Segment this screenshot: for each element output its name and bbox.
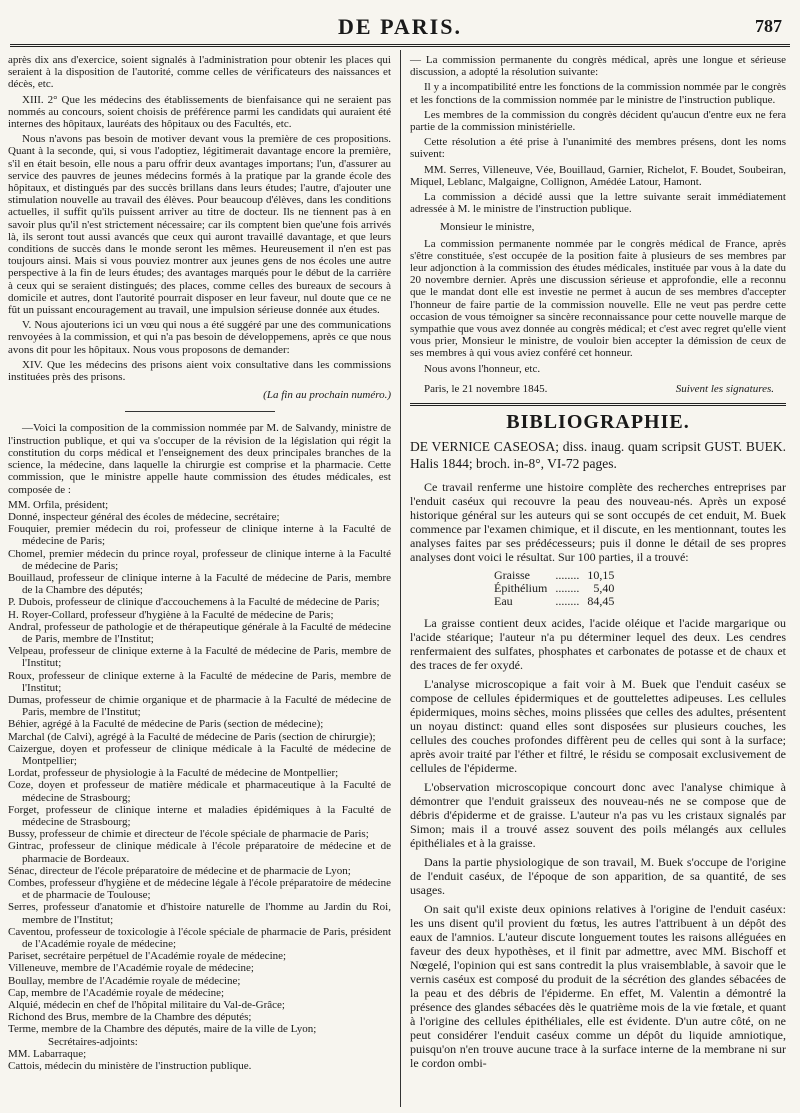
letter-body: La commission permanente nommée par le congrès médical de France, après s'être constituée, s'est occupée de la position faite à plusieurs de ses membres par leur adjonction à la commission des études médicales, instituée par vous à la date du 20 novembre dernier. Après une discussion sérieuse et approfondie, elle a reconnu que le mandat dont elle est investie ne permet à aucun de ses membres d'accepter l'honneur de faire partie de la commission nouvelle. Elle ne veut pas perdre cette occasion de vous témoigner sa sincère reconnaissance pour cette nouvelle marque de sympathie que vous avez donnée au congrès médical; et c'est avec regret qu'elle vient vous prier, Monsieur le ministre, de vouloir bien accepter la démission de ceux de ses membres à qui vous aviez conféré cet honneur. bbox=[410, 237, 786, 360]
member-entry: Bouillaud, professeur de clinique interne à la Faculté de médecine de Paris, membre de la Chambre des députés; bbox=[8, 571, 391, 597]
header-rule bbox=[10, 44, 790, 47]
member-entry: Lordat, professeur de physiologie à la Faculté de médecine de Montpellier; bbox=[8, 767, 339, 780]
leader-dots: ........ bbox=[555, 594, 580, 609]
paragraph: La commission a décidé aussi que la lettre suivante serait immédiatement adressée à M. le ministre de l'instruction publique. bbox=[410, 191, 786, 216]
paragraph: V. Nous ajouterions ici un vœu qui nous a été suggéré par une des communications renvoyées à la commission, et qui n'a pas besoin de développemens, après ce que nous avons dit pour les hôpitaux. Nous vous proposons de demander: bbox=[8, 319, 391, 356]
section-rule bbox=[410, 403, 786, 406]
member-entry: Béhier, agrégé à la Faculté de médecine de Paris (section de médecine); bbox=[8, 718, 324, 731]
member-entry: Chomel, premier médecin du prince royal, professeur de clinique interne à la Faculté de médecine de Paris; bbox=[8, 547, 391, 572]
leader-dots: ........ bbox=[555, 581, 580, 596]
paragraph: après dix ans d'exercice, soient signalés à l'administration pour obtenir les places qui seraient à la disposition de l'autorité, comme celles de vérificateurs des naissances et décès, etc. bbox=[8, 54, 391, 91]
page-number: 787 bbox=[755, 16, 782, 36]
member-entry: Caventou, professeur de toxicologie à l'école spéciale de pharmacie de Paris, président de l'Académie royale de médecine; bbox=[8, 925, 391, 951]
continued-note: (La fin au prochain numéro.) bbox=[263, 389, 391, 402]
member-entry: MM. Orfila, président; bbox=[8, 498, 109, 511]
member-entry: Serres, professeur d'anatomie et d'histoire naturelle de l'homme au Jardin du Roi, membre de l'Institut; bbox=[8, 901, 391, 926]
left-column bbox=[8, 54, 391, 1072]
member-entry: P. Dubois, professeur de clinique d'accouchemens à la Faculté de médecine de Paris; bbox=[8, 596, 380, 609]
paragraph: La graisse contient deux acides, l'acide oléique et l'acide margarique ou l'acide stéarique; l'auteur n'a pu déterminer lequel des deux. Les cendres renfermaient des sulfates, phosphates et carbonates de potasse et de chaux et des traces de fer oxydé. bbox=[410, 616, 786, 673]
member-entry: Fouquier, premier médecin du roi, professeur de clinique interne à la Faculté de médecine de Paris; bbox=[8, 523, 391, 548]
section-separator bbox=[125, 411, 275, 412]
component-value: 5,40 bbox=[593, 581, 615, 596]
running-title: DE PARIS. bbox=[338, 14, 462, 39]
member-entry: Cap, membre de l'Académie royale de médecine; bbox=[8, 986, 225, 999]
right-column bbox=[410, 54, 786, 1075]
signatures-note: Suivent les signatures. bbox=[675, 382, 774, 395]
member-entry: Caizergue, doyen et professeur de clinique médicale à la Faculté de médecine de Montpellier; bbox=[8, 742, 391, 767]
paragraph: On sait qu'il existe deux opinions relatives à l'origine de l'enduit caséux: les uns disent qu'il provient du fœtus, les autres l'attribuent à un dépôt des eaux de l'amnios. L'auteur discute longuement toutes les raisons alléguées en faveur des deux hypothèses, et il finit par admettre, avec MM. Bischoff et Nœgelé, l'opinion qui est sans contredit la plus vraisemblable, à savoir que le vernis caséux est composé du produit de la sécrétion des glandes sébacées de la peau et des débris de l'épiderme. En effet, M. Valentin a démontré la présence des glandes sébacées dès le quatrième mois de la vie fœtale, et quant à l'origine des cellules épithéliales, elle est évidente. D'un autre côté, on ne peut considérer l'enduit caséux comme un dépôt du liquide amniotique, puisqu'on n'en trouve aucune trace à la surface interne de la membrane ni sur le cordon ombi- bbox=[410, 902, 786, 1071]
letter-date: Paris, le 21 novembre 1845. bbox=[424, 382, 548, 395]
member-list bbox=[8, 499, 391, 1073]
paragraph: Il y a incompatibilité entre les fonctions de la commission nommée par le congrès et les fonctions de la commission nommée par le ministre de l'instruction publique. bbox=[410, 81, 786, 106]
page-header bbox=[10, 14, 790, 39]
member-names: MM. Serres, Villeneuve, Vée, Bouillaud, Garnier, Richelot, F. Boudet, Soubeiran, Miquel, Leblanc, Malgaigne, Collignon, Amédée Latour, Hamont. bbox=[410, 163, 786, 188]
member-entry: Dumas, professeur de chimie organique et de pharmacie à la Faculté de médecine de Paris, membre de l'Institut; bbox=[8, 693, 391, 719]
member-entry: Boullay, membre de l'Académie royale de médecine; bbox=[8, 974, 241, 987]
member-entry: Richond des Brus, membre de la Chambre des députés; bbox=[8, 1011, 252, 1024]
table-row bbox=[490, 595, 618, 608]
member-entry: Marchal (de Calvi), agrégé à la Faculté de médecine de Paris (section de chirurgie); bbox=[8, 730, 376, 743]
member-entry: Combes, professeur d'hygiène et de médecine légale à l'école préparatoire de médecine et de pharmacie de Toulouse; bbox=[8, 877, 391, 902]
component-name: Épithélium bbox=[494, 581, 548, 596]
member-entry: Roux, professeur de clinique externe à la Faculté de médecine de Paris, membre de l'Institut; bbox=[8, 669, 391, 694]
book-reference: DE VERNICE CASEOSA; diss. inaug. quam scripsit GUST. BUEK. Halis 1844; broch. in-8°, VI-72 pages. bbox=[410, 439, 786, 472]
column-divider bbox=[400, 50, 401, 1107]
paragraph: L'analyse microscopique a fait voir à M. Buek que l'enduit caséux se compose de cellules épidermiques et de gouttelettes adipeuses. Les cellules épidermiques, moins sèches, moins plissées que celles des adultes, présentent un noyau distinct: quand elles sont disposées sur plusieurs couches, les cellules des couches profondes diffèrent peu de celles qui sont à la surface; après avoir traité par l'éther et filtré, le résidu se composait exclusivement de cellules de l'épiderme. bbox=[410, 677, 786, 776]
letter-closing: Nous avons l'honneur, etc. bbox=[424, 362, 541, 375]
leader-dots: ........ bbox=[555, 568, 580, 583]
member-entry: Andral, professeur de pathologie et de thérapeutique générale à la Faculté de médecine de Paris, membre de l'Institut; bbox=[8, 620, 391, 645]
member-entry: Sénac, directeur de l'école préparatoire de médecine et de pharmacie de Lyon; bbox=[8, 864, 351, 877]
component-name: Graisse bbox=[494, 568, 530, 583]
secretary-entry: Cattois, médecin du ministère de l'instruction publique. bbox=[8, 1060, 252, 1073]
member-entry: Pariset, secrétaire perpétuel de l'Académie royale de médecine; bbox=[8, 950, 287, 963]
component-name: Eau bbox=[494, 594, 513, 609]
section-title: BIBLIOGRAPHIE. bbox=[506, 411, 690, 434]
paragraph: Dans la partie physiologique de son travail, M. Buek s'occupe de l'origine de l'enduit caséux, de l'époque de son apparition, de sa quantité, de ses usages. bbox=[410, 855, 786, 898]
paragraph: Ce travail renferme une histoire complète des recherches entreprises par l'enduit caséux qui recouvre la peau des nouveau-nés. Après un exposé historique général sur les auteurs qui se sont occupés de cet enduit, M. Buek commence par l'examen chimique, et il discute, en les mentionnant, toutes les analyses faites par ses prédécesseurs; puis il donne le détail de ses propres analyses dont voici le résultat. Sur 100 parties, il a trouvé: bbox=[410, 480, 786, 565]
member-entry: Forget, professeur de clinique interne et maladies épidémiques à la Faculté de médecine de Strasbourg; bbox=[8, 803, 391, 828]
secretary-entry: MM. Labarraque; bbox=[8, 1047, 87, 1060]
member-entry: Coze, doyen et professeur de matière médicale et pharmaceutique à la Faculté de médecine de Strasbourg; bbox=[8, 779, 391, 804]
member-entry: H. Royer-Collard, professeur d'hygiène à la Faculté de médecine de Paris; bbox=[8, 608, 334, 621]
letter-salutation: Monsieur le ministre, bbox=[440, 221, 535, 234]
composition-table bbox=[490, 569, 618, 608]
member-entry: Gintrac, professeur de clinique médicale à l'école préparatoire de médecine et de pharmacie de Bordeaux. bbox=[8, 840, 391, 865]
member-entry: Alquié, médecin en chef de l'hôpital militaire du Val-de-Grâce; bbox=[8, 999, 285, 1012]
paragraph: XIV. Que les médecins des prisons aient voix consultative dans les commissions instituées près des prisons. bbox=[8, 358, 391, 384]
dateline bbox=[410, 383, 786, 395]
member-entry: Donné, inspecteur général des écoles de médecine, secrétaire; bbox=[8, 510, 280, 523]
paragraph: — La commission permanente du congrès médical, après une longue et sérieuse discussion, a adopté la résolution suivante: bbox=[410, 54, 786, 79]
paragraph: Cette résolution a été prise à l'unanimité des membres présens, dont les noms suivent: bbox=[410, 136, 786, 161]
paragraph: L'observation microscopique concourt donc avec l'analyse chimique à démontrer que l'enduit graisseux des nouveau-nés ne se compose que de débris d'épiderme et de graisse. L'auteur n'a pas vu les cristaux signalés par Simon; mais il a trouvé assez souvent des poils mélangés aux cellules épithéliales et à la graisse. bbox=[410, 780, 786, 851]
commission-intro: —Voici la composition de la commission nommée par M. de Salvandy, ministre de l'instruction publique, et qui va s'occuper de la révision de la législation qui régit la constitution du corps médical et l'enseignement des deux principales branches de la science, la médecine, dans laquelle la chirurgie est comprise et la pharmacie. Cette commission, que le ministre appelle haute commission des études médicales, est composée de : bbox=[8, 422, 391, 496]
paragraph: Les membres de la commission du congrès décident qu'aucun d'entre eux ne fera partie de la commission ministérielle. bbox=[410, 108, 786, 134]
member-entry: Terme, membre de la Chambre des députés, maire de la ville de Lyon; bbox=[8, 1023, 317, 1036]
member-entry: Bussy, professeur de chimie et directeur de l'école spéciale de pharmacie de Paris; bbox=[8, 828, 369, 841]
paragraph: XIII. 2° Que les médecins des établissements de bienfaisance qui ne seraient pas nommés au concours, soient choisis de préférence parmi les candidats qui auraient été internes des hôpitaux, lauréats des hôpitaux ou des Facultés, etc. bbox=[8, 93, 391, 131]
component-value: 84,45 bbox=[587, 594, 615, 609]
member-entry: Velpeau, professeur de clinique externe à la Faculté de médecine de Paris, membre de l'Institut; bbox=[8, 645, 391, 670]
review-body bbox=[410, 480, 786, 1070]
component-value: 10,15 bbox=[587, 568, 615, 583]
member-entry: Villeneuve, membre de l'Académie royale de médecine; bbox=[8, 962, 254, 975]
secretaries-label: Secrétaires-adjoints: bbox=[48, 1035, 138, 1048]
paragraph: Nous n'avons pas besoin de motiver devant vous la première de ces propositions. Quant à la seconde, qui, si vous l'adoptiez, légitimerait davantage encore la première, s'il en était besoin, elle nous a paru offrir deux avantages importans; l'un, d'assurer au service des pauvres de jeunes médecins formés à la pratique par la grande école des hôpitaux, et distingués par des succès brillans dans leurs études; l'autre, d'ajouter une stimulation nouvelle au travail des élèves. Pour beaucoup d'élèves, dans les conditions actuelles, il suffit qu'ils puissent arriver au titre de docteur. Ils ne tiennent pas à en savoir plus qu'il n'est strictement nécessaire; car ils comptent bien que'une fois arrivés là, ils seront tout aussi avancés que ceux qui auront travaillé davantage, et que leurs conditions de succès dans le monde seront les mêmes. Heureusement il n'en est pas toujours ainsi. Mais si vous pouviez montrer aux jeunes gens de nos écoles une autre perspective à la fin de leurs études; des avantages marqués pour le début de la carrière à ceux qui se seraient distingués; des places, comme celles des bureaux de secours à domicile et autres, dont l'autorité pourrait disposer en leur faveur, nul doute que ce ne fût un puissant encouragement au travail, une impulsion sérieuse donnée aux études. bbox=[8, 133, 391, 317]
